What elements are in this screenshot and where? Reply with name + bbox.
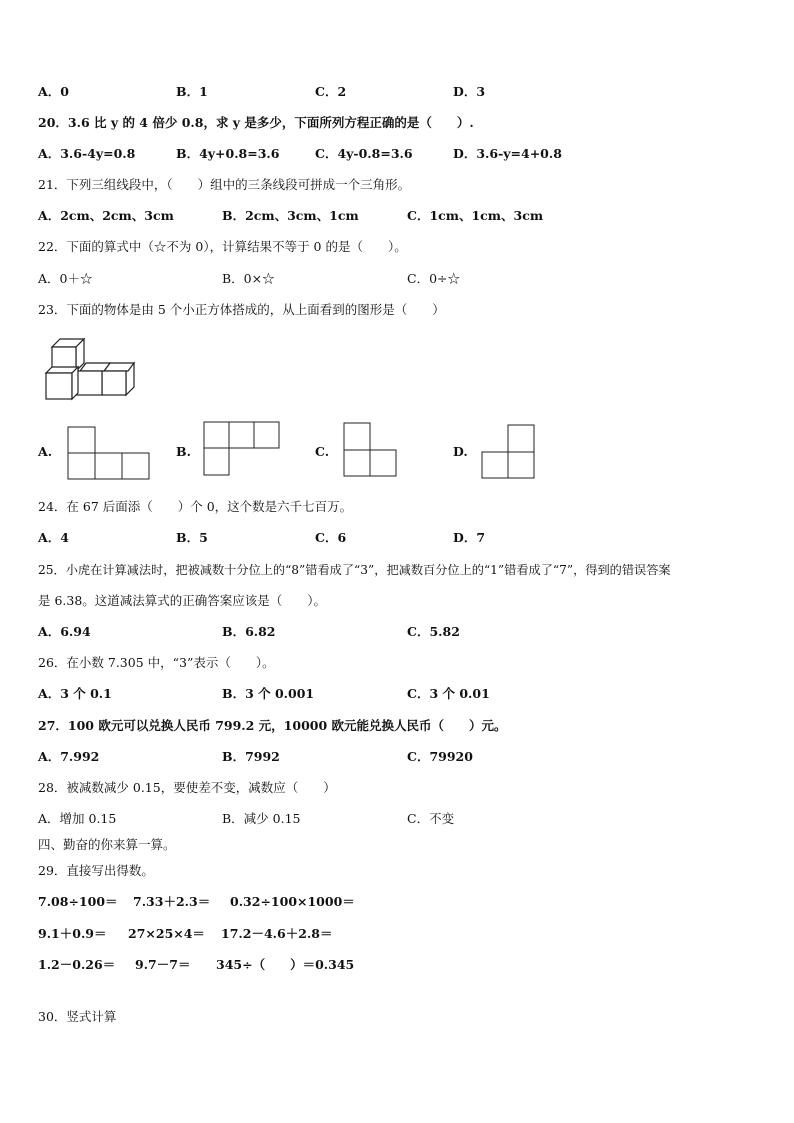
q23-option-b: B. bbox=[176, 444, 191, 459]
q27-option-b: B．7992 bbox=[222, 749, 280, 764]
q28-stem: 28．被减数减少 0.15，要使差不变，减数应（ ） bbox=[38, 780, 336, 795]
option-d-shape bbox=[481, 424, 537, 480]
q29-item: 9.7－7＝ bbox=[135, 957, 191, 972]
q19-option-c: C．2 bbox=[315, 84, 347, 99]
q29-item: 1.2－0.26＝ bbox=[38, 957, 116, 972]
q21-option-c: C．1cm、1cm、3cm bbox=[407, 208, 544, 223]
q19-option-b: B．1 bbox=[176, 84, 208, 99]
q21-stem: 21．下列三组线段中，（ ）组中的三条线段可拼成一个三角形。 bbox=[38, 177, 411, 192]
q27-option-a: A．7.992 bbox=[38, 749, 100, 764]
q29-item: 7.08÷100＝ bbox=[38, 894, 118, 909]
q28-option-c: C．不变 bbox=[407, 811, 455, 826]
q22-stem: 22．下面的算式中（☆不为 0），计算结果不等于 0 的是（ ）。 bbox=[38, 239, 407, 254]
q28-option-b: B．减少 0.15 bbox=[222, 811, 301, 826]
q27-stem: 27．100 欧元可以兑换人民币 799.2 元，10000 欧元能兑换人民币（ ）元。 bbox=[38, 718, 507, 733]
q26-option-b: B．3 个 0.001 bbox=[222, 686, 315, 701]
q20-option-c: C．4y-0.8=3.6 bbox=[315, 146, 413, 161]
q20-option-b: B．4y+0.8=3.6 bbox=[176, 146, 280, 161]
q25-option-b: B．6.82 bbox=[222, 624, 276, 639]
q21-option-b: B．2cm、3cm、1cm bbox=[222, 208, 359, 223]
q23-option-d: D. bbox=[453, 444, 468, 459]
q25-stem-line2: 是 6.38。这道减法算式的正确答案应该是（ ）。 bbox=[38, 593, 327, 608]
q30-stem: 30．竖式计算 bbox=[38, 1009, 117, 1024]
q28-option-a: A．增加 0.15 bbox=[38, 811, 117, 826]
q24-option-d: D．7 bbox=[453, 530, 486, 545]
q19-option-d: D．3 bbox=[453, 84, 486, 99]
q23-option-c: C. bbox=[315, 444, 330, 459]
q19-option-a: A．0 bbox=[38, 84, 69, 99]
q23-stem: 23．下面的物体是由 5 个小正方体搭成的，从上面看到的图形是（ ） bbox=[38, 302, 445, 317]
option-c-shape bbox=[343, 422, 399, 478]
section-4-title: 四、勤奋的你来算一算。 bbox=[38, 837, 176, 852]
q29-item: 345÷（ ）＝0.345 bbox=[216, 957, 355, 972]
q22-option-a: A．0＋☆ bbox=[38, 271, 93, 286]
cube-stack-figure bbox=[44, 337, 139, 403]
q27-option-c: C．79920 bbox=[407, 749, 473, 764]
q21-option-a: A．2cm、2cm、3cm bbox=[38, 208, 174, 223]
q20-stem: 20．3.6 比 y 的 4 倍少 0.8，求 y 是多少，下面所列方程正确的是（ ）. bbox=[38, 115, 474, 130]
q29-stem: 29．直接写出得数。 bbox=[38, 863, 154, 878]
q20-option-d: D．3.6-y=4+0.8 bbox=[453, 146, 562, 161]
q26-stem: 26．在小数 7.305 中，“3”表示（ ）。 bbox=[38, 655, 275, 670]
q29-item: 9.1＋0.9＝ bbox=[38, 926, 107, 941]
q26-option-c: C．3 个 0.01 bbox=[407, 686, 490, 701]
option-b-shape bbox=[203, 421, 281, 477]
q24-stem: 24．在 67 后面添（ ）个 0，这个数是六千七百万。 bbox=[38, 499, 353, 514]
q29-item: 17.2－4.6＋2.8＝ bbox=[221, 926, 333, 941]
q24-option-a: A．4 bbox=[38, 530, 69, 545]
option-a-shape bbox=[67, 426, 151, 480]
q25-option-c: C．5.82 bbox=[407, 624, 460, 639]
q22-option-b: B．0×☆ bbox=[222, 271, 275, 286]
q22-option-c: C．0÷☆ bbox=[407, 271, 460, 286]
q24-option-b: B．5 bbox=[176, 530, 208, 545]
q23-option-a: A. bbox=[38, 444, 53, 459]
q25-stem-line1: 25．小虎在计算减法时，把被减数十分位上的“8”错看成了“3”，把减数百分位上的“1”错看成了“7”，得到的错误答案 bbox=[38, 563, 671, 577]
q29-item: 7.33＋2.3＝ bbox=[133, 894, 211, 909]
q25-option-a: A．6.94 bbox=[38, 624, 91, 639]
q29-item: 0.32÷100×1000＝ bbox=[230, 894, 355, 909]
q26-option-a: A．3 个 0.1 bbox=[38, 686, 112, 701]
q24-option-c: C．6 bbox=[315, 530, 347, 545]
q29-item: 27×25×4＝ bbox=[128, 926, 205, 941]
q20-option-a: A．3.6-4y=0.8 bbox=[38, 146, 136, 161]
